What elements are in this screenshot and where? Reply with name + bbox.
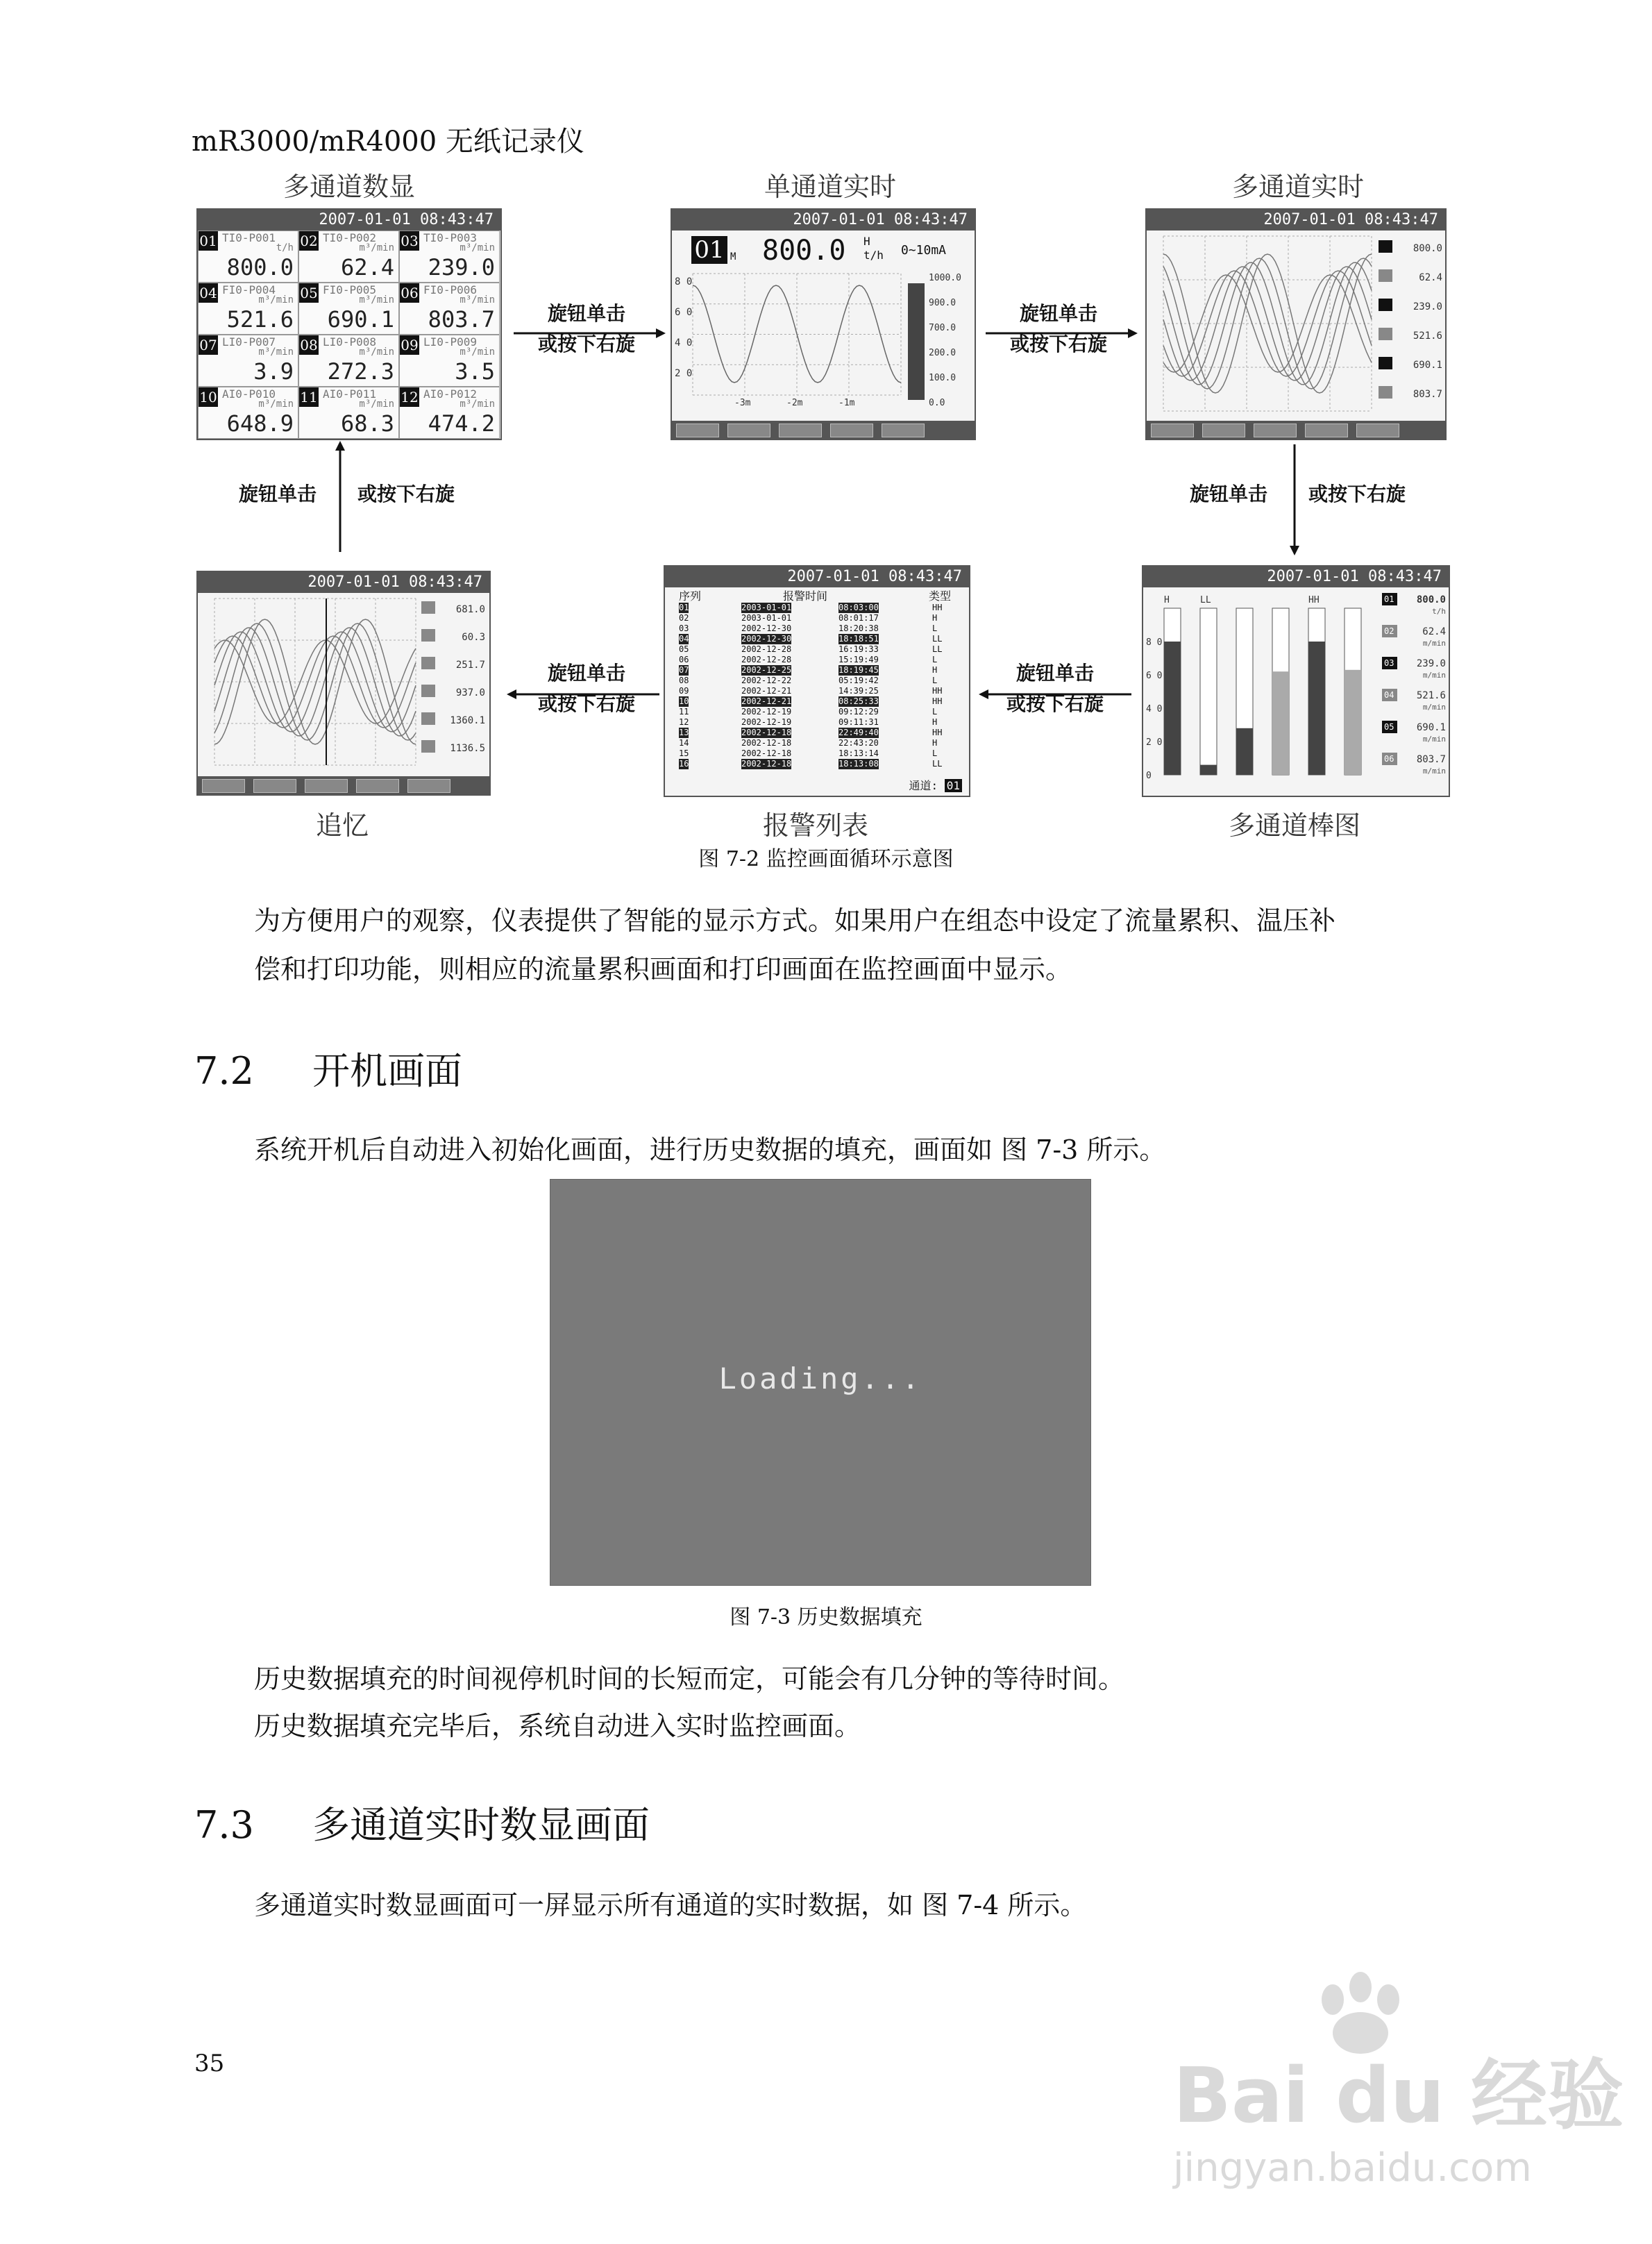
alarm-flag: H	[863, 235, 870, 248]
channel-name: FI0-P006	[423, 283, 478, 296]
channel-value: 800.0	[1413, 243, 1442, 254]
channel-tag	[421, 685, 435, 697]
x-tick-label: -2m	[786, 398, 803, 408]
alarm-seq: 02	[679, 613, 689, 623]
channel-name: AI0-P012	[423, 387, 478, 401]
soft-button[interactable]	[305, 779, 348, 793]
panel-title-alarm-list: 报警列表	[762, 810, 868, 841]
alarm-type: H	[932, 738, 938, 748]
y-tick-label: 2 0	[1146, 737, 1163, 748]
y-tick-label: 4 0	[675, 337, 693, 349]
channel-value: 803.7	[1413, 389, 1442, 400]
alarm-seq: 07	[679, 665, 689, 675]
alarm-type: HH	[932, 686, 943, 696]
soft-button[interactable]	[676, 424, 719, 437]
arrow-right-icon	[514, 326, 666, 340]
alarm-row[interactable]	[665, 748, 969, 759]
alarm-type: LL	[932, 644, 943, 654]
alarm-type: LL	[932, 634, 943, 644]
alarm-row[interactable]	[665, 634, 969, 644]
panel-title-multi-realtime: 多通道实时	[1231, 171, 1364, 202]
channel-tag: 11	[300, 389, 318, 405]
alarm-time: 15:19:49	[838, 655, 879, 664]
alarm-type: L	[932, 707, 938, 717]
arrow-label-top-2: 旋钮单击 或按下右旋	[1009, 302, 1107, 355]
channel-unit: m³/min	[258, 399, 294, 410]
channel-tag	[1379, 269, 1392, 282]
channel-tag: 09	[401, 337, 419, 353]
document-header: mR3000/mR4000 无纸记录仪	[192, 126, 584, 158]
channel-tag: 05	[300, 285, 318, 301]
channel-value: 239.0	[1416, 658, 1446, 669]
section-7-2-paragraph-2: 历史数据填充的时间视停机时间的长短而定，可能会有几分钟的等待时间。	[254, 1664, 1125, 1694]
alarm-type: H	[932, 613, 938, 623]
button-bar	[198, 776, 489, 794]
channel-cell	[198, 231, 298, 283]
channel-name: TI0-P003	[423, 231, 478, 244]
channel-cell	[298, 387, 399, 439]
channel-name: FI0-P004	[222, 283, 276, 296]
soft-button[interactable]	[1151, 424, 1194, 437]
alarm-row[interactable]	[665, 644, 969, 655]
channel-tag: 01	[199, 233, 217, 249]
soft-button[interactable]	[882, 424, 925, 437]
datetime-bar: 2007-01-01 08:43:47	[198, 210, 500, 231]
channel-tag	[1379, 299, 1392, 311]
channel-unit: m/min	[1422, 639, 1446, 648]
channel-unit: m/min	[1422, 703, 1446, 712]
channel-cell	[198, 335, 298, 387]
bar-chart	[1143, 587, 1449, 796]
channel-value: 800.0	[1416, 594, 1446, 605]
alarm-row[interactable]	[665, 686, 969, 696]
scale-label: 1000.0	[929, 273, 961, 283]
channel-tag-text: 05	[1384, 722, 1394, 732]
x-tick-label: -1m	[838, 398, 855, 408]
channel-unit: m/min	[1422, 671, 1446, 680]
channel-unit: m/min	[1422, 767, 1446, 776]
datetime-bar: 2007-01-01 08:43:47	[1147, 210, 1445, 231]
bar-fill	[1236, 728, 1253, 775]
y-tick-label: 8 0	[675, 276, 693, 287]
intro-paragraph-line-2: 偿和打印功能，则相应的流量累积画面和打印画面在监控画面中显示。	[254, 954, 1072, 985]
y-tick-label: 6 0	[675, 307, 693, 318]
alarm-time: 14:39:25	[838, 686, 879, 696]
alarm-seq: 13	[679, 728, 689, 737]
alarm-row[interactable]	[665, 738, 969, 748]
arrow-label-top-1: 旋钮单击 或按下右旋	[537, 302, 635, 355]
channel-name: LI0-P007	[222, 335, 276, 349]
channel-name: AI0-P010	[222, 387, 276, 401]
arrow-label-right-2: 或按下右旋	[1308, 483, 1406, 505]
col-time: 报警时间	[783, 589, 828, 603]
channel-unit: t/h	[1432, 607, 1446, 616]
alarm-date: 2002-12-30	[741, 623, 792, 633]
alarm-type: L	[932, 748, 938, 758]
alarm-type: L	[932, 623, 938, 633]
soft-button[interactable]	[830, 424, 873, 437]
y-tick-label: 2 0	[675, 368, 693, 379]
digital-grid	[198, 231, 500, 439]
level-bar	[908, 283, 925, 400]
y-tick-label: 4 0	[1146, 704, 1163, 714]
alarm-time: 08:01:17	[838, 613, 879, 623]
figure-7-2-caption: 图 7-2 监控画面循环示意图	[698, 847, 954, 871]
channel-unit: m³/min	[460, 346, 495, 358]
channel-name: AI0-P011	[323, 387, 377, 401]
channel-cell	[399, 335, 500, 387]
channel-tag	[1379, 386, 1392, 399]
channel-tag	[421, 740, 435, 753]
alarm-type: HH	[932, 728, 943, 737]
alarm-seq: 09	[679, 686, 689, 696]
scale-label: 0.0	[929, 398, 945, 408]
alarm-level-label: LL	[1200, 595, 1211, 605]
channel-value: 62.4	[1419, 272, 1442, 283]
screen-single-realtime	[671, 208, 976, 440]
alarm-type: H	[932, 717, 938, 727]
channel-cell	[198, 387, 298, 439]
arrow-down-icon	[1288, 444, 1301, 555]
datetime-bar: 2007-01-01 08:43:47	[672, 210, 975, 231]
alarm-time: 18:18:51	[838, 634, 879, 644]
alarm-time: 18:20:38	[838, 623, 879, 633]
channel-cell	[298, 231, 399, 283]
channel-tag-text: 03	[1384, 658, 1394, 668]
channel-value: 521.6	[1416, 690, 1446, 701]
alarm-time: 18:13:14	[838, 748, 879, 758]
channel-value: 648.9	[226, 410, 294, 437]
channel-tag: 07	[199, 337, 217, 353]
alarm-time: 09:12:29	[838, 707, 879, 717]
alarm-seq: 03	[679, 623, 689, 633]
alarm-seq: 15	[679, 748, 689, 758]
section-7-2-paragraph: 系统开机后自动进入初始化画面，进行历史数据的填充，画面如 图 7-3 所示。	[254, 1134, 1166, 1165]
alarm-row[interactable]	[665, 655, 969, 665]
alarm-time: 18:19:45	[838, 665, 879, 675]
soft-button[interactable]	[727, 424, 770, 437]
channel-value: 803.7	[1416, 754, 1446, 765]
arrow-label-left-2: 或按下右旋	[357, 483, 455, 505]
channel-unit: t/h	[863, 249, 884, 262]
alarm-date: 2002-12-18	[741, 759, 792, 769]
channel-value: 3.9	[253, 358, 294, 385]
scale-label: 700.0	[929, 323, 956, 333]
channel-value: 62.4	[340, 254, 394, 280]
channel-tag	[421, 712, 435, 725]
col-type: 类型	[929, 589, 952, 603]
channel-unit: m³/min	[460, 242, 495, 253]
alarm-row[interactable]	[665, 676, 969, 686]
bar-frame	[1200, 608, 1217, 775]
channel-tag-text: 01	[1384, 594, 1394, 604]
bar-fill	[1272, 671, 1289, 775]
alarm-time: 22:43:20	[838, 738, 879, 748]
channel-value: 521.6	[1413, 330, 1442, 342]
channel-value: 690.1	[327, 306, 394, 333]
channel-tag: 01	[691, 236, 727, 264]
alarm-date: 2002-12-22	[741, 676, 792, 685]
channel-tag-text: 02	[1384, 626, 1394, 636]
alarm-date: 2002-12-19	[741, 707, 792, 717]
arrow-left-icon	[979, 687, 1131, 701]
channel-value: 239.0	[1413, 301, 1442, 312]
channel-unit: m³/min	[359, 294, 394, 305]
channel-value: 681.0	[455, 604, 485, 615]
channel-value: 474.2	[428, 410, 495, 437]
channel-value: 800.0	[762, 235, 846, 267]
soft-button[interactable]	[1356, 424, 1399, 437]
channel-tag	[421, 601, 435, 614]
single-trend-chart	[672, 267, 975, 419]
alarm-date: 2002-12-28	[741, 655, 792, 664]
alarm-row[interactable]	[665, 696, 969, 707]
alarm-date: 2003-01-01	[741, 603, 792, 612]
screen-bar-chart	[1142, 565, 1450, 797]
panel-title-multi-digital: 多通道数显	[283, 171, 415, 202]
alarm-seq: 11	[679, 707, 689, 717]
watermark-logo: Bai du 经验	[1173, 2051, 1624, 2140]
alarm-date: 2003-01-01	[741, 613, 792, 623]
alarm-level-label: H	[1164, 595, 1170, 605]
alarm-date: 2002-12-18	[741, 748, 792, 758]
panel-title-bar-chart: 多通道棒图	[1228, 810, 1360, 841]
soft-button[interactable]	[356, 779, 399, 793]
alarm-time: 08:03:00	[838, 603, 879, 612]
alarm-level-label: HH	[1308, 595, 1320, 605]
arrow-label-right-1: 旋钮单击	[1189, 483, 1267, 505]
screen-multi-realtime	[1145, 208, 1447, 440]
channel-tag-text: 04	[1384, 690, 1394, 700]
alarm-type: L	[932, 676, 938, 685]
arrow-label-left-1: 旋钮单击	[238, 483, 317, 505]
rewind-button[interactable]	[202, 779, 245, 793]
channel-unit: m³/min	[359, 346, 394, 358]
channel-name: FI0-P005	[323, 283, 377, 296]
bar-fill	[1164, 642, 1181, 775]
channel-tag: 02	[300, 233, 318, 249]
channel-unit: t/h	[276, 242, 294, 253]
channel-value: 272.3	[327, 358, 394, 385]
arrow-left-icon	[507, 687, 659, 701]
datetime-bar: 2007-01-01 08:43:47	[198, 572, 489, 593]
alarm-date: 2002-12-30	[741, 634, 792, 644]
alarm-seq: 05	[679, 644, 689, 654]
channel-tag: 10	[199, 389, 217, 405]
alarm-date: 2002-12-21	[741, 686, 792, 696]
channel-value: 937.0	[455, 687, 485, 698]
channel-value: 1136.5	[450, 743, 485, 754]
channel-name: TI0-P001	[222, 231, 276, 244]
recall-trend-chart	[198, 593, 489, 794]
alarm-type: HH	[932, 603, 943, 612]
channel-cell	[298, 335, 399, 387]
arrow-right-icon	[986, 326, 1138, 340]
alarm-seq: 01	[679, 603, 689, 612]
alarm-date: 2002-12-25	[741, 665, 792, 675]
alarm-seq: 10	[679, 696, 689, 706]
loading-text: Loading...	[718, 1362, 922, 1396]
alarm-seq: 06	[679, 655, 689, 664]
channel-tag-text: 06	[1384, 754, 1394, 764]
alarm-time: 05:19:42	[838, 676, 879, 685]
channel-value: 690.1	[1416, 722, 1446, 733]
alarm-type: HH	[932, 696, 943, 706]
channel-cell	[399, 387, 500, 439]
watermark-url: jingyan.baidu.com	[1173, 2145, 1532, 2191]
alarm-type: L	[932, 655, 938, 664]
forward-button[interactable]	[253, 779, 296, 793]
soft-button[interactable]	[1305, 424, 1348, 437]
arrow-label-bottom-2: 旋钮单击 或按下右旋	[1006, 662, 1104, 715]
section-heading-7-2: 7.2 开机画面	[194, 1049, 462, 1093]
datetime-bar: 2007-01-01 08:43:47	[665, 567, 969, 587]
alarm-date: 2002-12-18	[741, 738, 792, 748]
soft-button[interactable]	[1254, 424, 1297, 437]
channel-value: 800.0	[226, 254, 294, 280]
alarm-seq: 04	[679, 634, 689, 644]
channel-value: 251.7	[455, 660, 485, 671]
channel-unit: m³/min	[460, 294, 495, 305]
channel-unit: m³/min	[359, 242, 394, 253]
bar-fill	[1200, 765, 1217, 775]
channel-value: 62.4	[1422, 626, 1446, 637]
channel-suffix: M	[730, 251, 736, 262]
channel-value: 68.3	[340, 410, 394, 437]
bar-fill	[1345, 670, 1361, 775]
panel-title-recall: 追忆	[315, 810, 369, 841]
x-tick-label: -3m	[734, 398, 751, 408]
loading-screen	[550, 1179, 1091, 1586]
channel-cell	[399, 283, 500, 335]
channel-tag: 04	[199, 285, 217, 301]
scale-label: 100.0	[929, 373, 956, 383]
channel-tag	[421, 629, 435, 642]
alarm-type: H	[932, 665, 938, 675]
alarm-type: LL	[932, 759, 943, 769]
channel-value: 60.3	[462, 632, 485, 643]
alarm-time: 09:11:31	[838, 717, 879, 727]
channel-unit: m³/min	[359, 399, 394, 410]
alarm-seq: 08	[679, 676, 689, 685]
channel-value: 1360.1	[450, 715, 485, 726]
alarm-row[interactable]	[665, 623, 969, 634]
channel-tag: 12	[401, 389, 419, 405]
arrow-up-icon	[333, 441, 347, 552]
channel-value: 239.0	[428, 254, 495, 280]
alarm-row[interactable]	[665, 728, 969, 738]
channel-tag	[1379, 328, 1392, 340]
alarm-row[interactable]	[665, 717, 969, 728]
channel-value: 521.6	[226, 306, 294, 333]
alarm-row[interactable]	[665, 707, 969, 717]
alarm-seq: 12	[679, 717, 689, 727]
button-bar	[1147, 421, 1445, 439]
intro-paragraph-line-1: 为方便用户的观察，仪表提供了智能的显示方式。如果用户在组态中设定了流量累积、温压补	[254, 905, 1336, 936]
channel-cell	[298, 283, 399, 335]
alarm-time: 18:13:08	[838, 759, 879, 769]
channel-value: 3.5	[455, 358, 495, 385]
soft-button[interactable]	[407, 779, 450, 793]
y-tick-label: 0	[1146, 771, 1152, 781]
multi-trend-chart	[1147, 231, 1445, 439]
channel-tag	[1379, 357, 1392, 369]
screen-recall	[196, 571, 491, 796]
channel-indicator: 通道: 01	[909, 777, 962, 793]
channel-unit: m³/min	[460, 399, 495, 410]
channel-value: 803.7	[428, 306, 495, 333]
channel-name: LI0-P008	[323, 335, 377, 349]
channel-name: LI0-P009	[423, 335, 478, 349]
channel-cell	[399, 231, 500, 283]
alarm-date: 2002-12-28	[741, 644, 792, 654]
section-7-3-paragraph: 多通道实时数显画面可一屏显示所有通道的实时数据，如 图 7-4 所示。	[254, 1890, 1087, 1920]
alarm-row[interactable]	[665, 759, 969, 769]
signal-range: 0~10mA	[901, 243, 947, 258]
alarm-seq: 16	[679, 759, 689, 769]
alarm-date: 2002-12-19	[741, 717, 792, 727]
alarm-date: 2002-12-18	[741, 728, 792, 737]
alarm-time: 08:25:33	[838, 696, 879, 706]
col-seq: 序列	[679, 589, 702, 603]
channel-name: TI0-P002	[323, 231, 377, 244]
section-7-2-paragraph-3: 历史数据填充完毕后，系统自动进入实时监控画面。	[254, 1711, 861, 1741]
section-heading-7-3: 7.3 多通道实时数显画面	[194, 1803, 650, 1847]
bar-fill	[1308, 642, 1325, 775]
channel-unit: m³/min	[258, 294, 294, 305]
alarm-date: 2002-12-21	[741, 696, 792, 706]
alarm-time: 22:49:40	[838, 728, 879, 737]
scale-label: 200.0	[929, 348, 956, 358]
channel-tag: 08	[300, 337, 318, 353]
y-tick-label: 8 0	[1146, 637, 1163, 648]
channel-tag	[1379, 240, 1392, 253]
soft-button[interactable]	[779, 424, 822, 437]
channel-unit: m³/min	[258, 346, 294, 358]
channel-tag: 03	[401, 233, 419, 249]
channel-unit: m/min	[1422, 735, 1446, 744]
arrow-label-bottom-1: 旋钮单击 或按下右旋	[537, 662, 635, 715]
panel-title-single-realtime: 单通道实时	[764, 171, 896, 202]
screen-alarm-list	[664, 565, 970, 797]
alarm-row[interactable]	[665, 613, 969, 623]
channel-value: 690.1	[1413, 360, 1442, 371]
datetime-bar: 2007-01-01 08:43:47	[1143, 567, 1449, 587]
figure-7-3-caption: 图 7-3 历史数据填充	[730, 1605, 922, 1630]
button-bar	[672, 421, 975, 439]
soft-button[interactable]	[1202, 424, 1245, 437]
alarm-time: 16:19:33	[838, 644, 879, 654]
channel-tag	[421, 657, 435, 669]
channel-tag: 06	[401, 285, 419, 301]
alarm-seq: 14	[679, 738, 689, 748]
scale-label: 900.0	[929, 298, 956, 308]
channel-cell	[198, 283, 298, 335]
page-number: 35	[194, 2050, 225, 2077]
screen-multi-digital	[196, 208, 502, 440]
y-tick-label: 6 0	[1146, 671, 1163, 681]
alarm-row[interactable]	[665, 603, 969, 613]
alarm-row[interactable]	[665, 665, 969, 676]
